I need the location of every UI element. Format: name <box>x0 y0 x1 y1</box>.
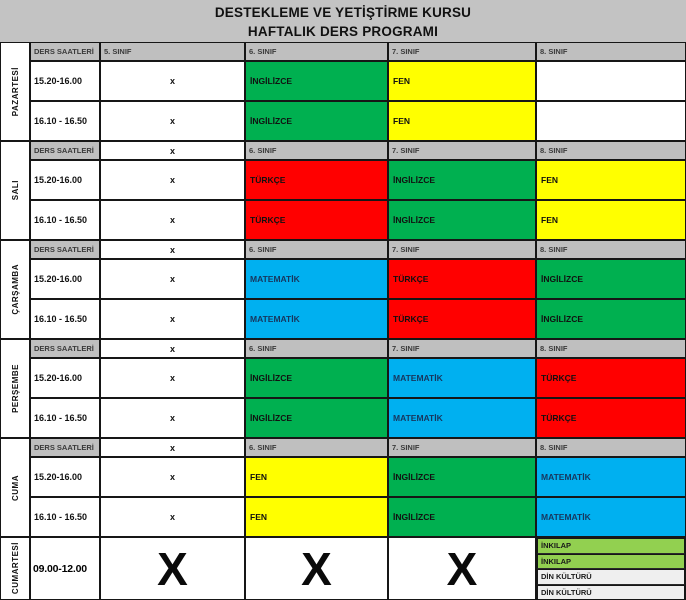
subject-cell: İNGİLİZCE <box>388 160 536 200</box>
day-label <box>0 438 30 537</box>
header-cell: 8. SINIF <box>536 438 686 457</box>
header-cell: 8. SINIF <box>536 42 686 61</box>
subject-cell: FEN <box>536 160 686 200</box>
x-mark-cell: x <box>100 61 245 101</box>
subject-cell <box>536 61 686 101</box>
day-block <box>0 141 686 240</box>
saturday-time-cell: 09.00-12.00 <box>30 537 100 600</box>
subject-cell: İNGİLİZCE <box>388 497 536 537</box>
subject-cell: MATEMATİK <box>388 358 536 398</box>
title-band <box>0 0 686 42</box>
x-mark-cell: x <box>100 457 245 497</box>
day-label <box>0 141 30 240</box>
day-label-text: ÇARŞAMBA <box>10 264 20 315</box>
day-label-text: CUMA <box>10 474 20 501</box>
header-cell: 6. SINIF <box>245 240 388 259</box>
subject-cell: FEN <box>536 200 686 240</box>
subject-cell: FEN <box>245 457 388 497</box>
header-cell: DERS SAATLERİ <box>30 141 100 160</box>
header-cell: 6. SINIF <box>245 42 388 61</box>
header-cell: 7. SINIF <box>388 339 536 358</box>
big-x-cell: X <box>245 537 388 600</box>
saturday-lessons-column <box>536 537 686 600</box>
day-block <box>0 42 686 141</box>
day-label <box>0 537 30 600</box>
lesson-cell: DİN KÜLTÜRÜ <box>537 569 685 585</box>
schedule-table <box>0 42 686 600</box>
big-x-cell: X <box>100 537 245 600</box>
time-cell: 15.20-16.00 <box>30 457 100 497</box>
header-cell: 8. SINIF <box>536 339 686 358</box>
page-title-line2: HAFTALIK DERS PROGRAMI <box>247 24 439 39</box>
day-block <box>0 438 686 537</box>
header-cell: 7. SINIF <box>388 240 536 259</box>
x-mark-cell: x <box>100 358 245 398</box>
day-label <box>0 339 30 438</box>
header-cell: DERS SAATLERİ <box>30 438 100 457</box>
header-cell: DERS SAATLERİ <box>30 42 100 61</box>
time-cell: 15.20-16.00 <box>30 259 100 299</box>
subject-cell: İNGİLİZCE <box>245 61 388 101</box>
x-mark-cell: x <box>100 339 245 358</box>
day-label <box>0 240 30 339</box>
lesson-cell: İNKILAP <box>537 538 685 554</box>
time-cell: 16.10 - 16.50 <box>30 299 100 339</box>
time-cell: 15.20-16.00 <box>30 160 100 200</box>
time-cell: 16.10 - 16.50 <box>30 101 100 141</box>
x-mark-cell: x <box>100 438 245 457</box>
time-cell: 16.10 - 16.50 <box>30 200 100 240</box>
subject-cell: İNGİLİZCE <box>536 259 686 299</box>
day-block <box>0 240 686 339</box>
header-cell: 5. SINIF <box>100 42 245 61</box>
subject-cell: İNGİLİZCE <box>388 200 536 240</box>
time-cell: 16.10 - 16.50 <box>30 497 100 537</box>
subject-cell: TÜRKÇE <box>245 200 388 240</box>
header-cell: 6. SINIF <box>245 438 388 457</box>
time-cell: 15.20-16.00 <box>30 358 100 398</box>
lesson-cell: İNKILAP <box>537 554 685 570</box>
day-label-text: CUMARTESİ <box>10 542 20 595</box>
subject-cell: TÜRKÇE <box>536 358 686 398</box>
header-cell: 8. SINIF <box>536 240 686 259</box>
subject-cell: MATEMATİK <box>536 457 686 497</box>
x-mark-cell: x <box>100 141 245 160</box>
header-cell: 8. SINIF <box>536 141 686 160</box>
subject-cell: MATEMATİK <box>245 259 388 299</box>
x-mark-cell: x <box>100 497 245 537</box>
subject-cell: FEN <box>245 497 388 537</box>
subject-cell: TÜRKÇE <box>245 160 388 200</box>
subject-cell: MATEMATİK <box>388 398 536 438</box>
subject-cell: TÜRKÇE <box>536 398 686 438</box>
subject-cell: TÜRKÇE <box>388 259 536 299</box>
x-mark-cell: x <box>100 259 245 299</box>
subject-cell: İNGİLİZCE <box>245 398 388 438</box>
day-label-text: SALI <box>10 180 20 201</box>
x-mark-cell: x <box>100 398 245 438</box>
saturday-block <box>0 537 686 600</box>
subject-cell <box>536 101 686 141</box>
x-mark-cell: x <box>100 299 245 339</box>
day-label-text: PERŞEMBE <box>10 364 20 413</box>
page-title-line1: DESTEKLEME VE YETİŞTİRME KURSU <box>214 5 472 20</box>
subject-cell: İNGİLİZCE <box>245 358 388 398</box>
subject-cell: FEN <box>388 61 536 101</box>
big-x-cell: X <box>388 537 536 600</box>
time-cell: 15.20-16.00 <box>30 61 100 101</box>
subject-cell: MATEMATİK <box>245 299 388 339</box>
subject-cell: MATEMATİK <box>536 497 686 537</box>
time-cell: 16.10 - 16.50 <box>30 398 100 438</box>
subject-cell: İNGİLİZCE <box>245 101 388 141</box>
x-mark-cell: x <box>100 101 245 141</box>
day-label-text: PAZARTESİ <box>10 66 20 117</box>
header-cell: DERS SAATLERİ <box>30 339 100 358</box>
header-cell: 7. SINIF <box>388 42 536 61</box>
subject-cell: FEN <box>388 101 536 141</box>
header-cell: 6. SINIF <box>245 339 388 358</box>
lesson-cell: DİN KÜLTÜRÜ <box>537 585 685 600</box>
header-cell: 6. SINIF <box>245 141 388 160</box>
subject-cell: TÜRKÇE <box>388 299 536 339</box>
header-cell: 7. SINIF <box>388 141 536 160</box>
subject-cell: İNGİLİZCE <box>536 299 686 339</box>
header-cell: 7. SINIF <box>388 438 536 457</box>
x-mark-cell: x <box>100 240 245 259</box>
header-cell: DERS SAATLERİ <box>30 240 100 259</box>
day-block <box>0 339 686 438</box>
subject-cell: İNGİLİZCE <box>388 457 536 497</box>
x-mark-cell: x <box>100 200 245 240</box>
day-label <box>0 42 30 141</box>
x-mark-cell: x <box>100 160 245 200</box>
